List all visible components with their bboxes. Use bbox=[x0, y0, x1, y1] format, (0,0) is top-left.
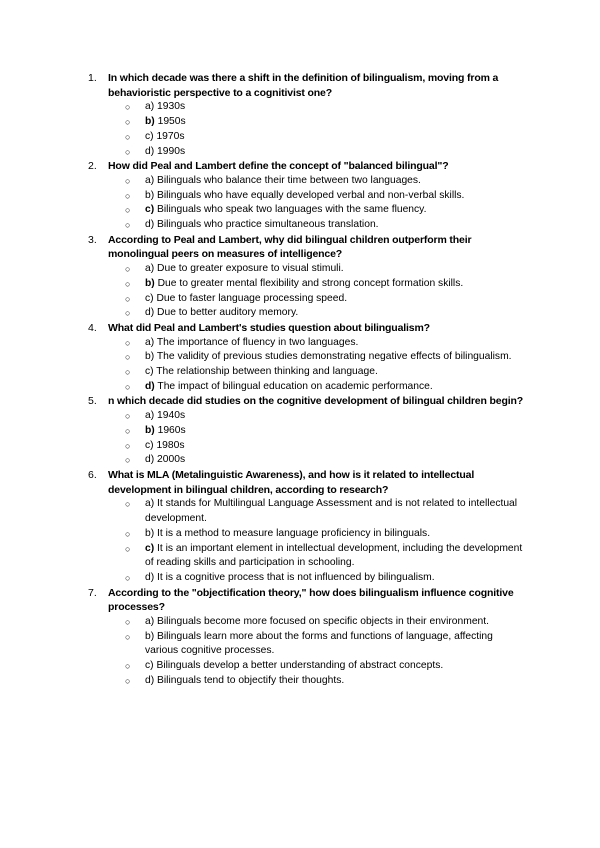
option-letter: b) bbox=[145, 277, 155, 289]
circle-bullet-icon: ○ bbox=[125, 308, 131, 319]
option-text: It is a cognitive process that is not influenced by bilingualism. bbox=[157, 571, 435, 583]
option-text: 1980s bbox=[156, 439, 185, 451]
answer-option bbox=[125, 674, 528, 689]
option-text: The impact of bilingual education on academic performance. bbox=[157, 380, 433, 392]
option-text: Bilinguals who speak two languages with the same fluency. bbox=[157, 204, 427, 216]
option-text: Due to greater mental flexibility and strong concept formation skills. bbox=[157, 277, 464, 289]
option-letter: d) bbox=[145, 674, 155, 686]
answer-option bbox=[125, 542, 528, 571]
answer-option bbox=[125, 409, 528, 424]
option-letter: c) bbox=[145, 130, 154, 142]
circle-bullet-icon: ○ bbox=[125, 337, 131, 348]
answer-option bbox=[125, 615, 528, 630]
option-letter: d) bbox=[145, 307, 155, 319]
option-text: Bilinguals learn more about the forms and functions of language, affecting various cognitive processes. bbox=[145, 630, 493, 657]
option-letter: c) bbox=[145, 204, 155, 216]
option-letter: b) bbox=[145, 189, 155, 201]
option-text: 1930s bbox=[157, 101, 186, 113]
circle-bullet-icon: ○ bbox=[125, 190, 131, 201]
option-text: 1990s bbox=[157, 145, 186, 157]
answer-option bbox=[125, 527, 528, 542]
answer-option bbox=[125, 659, 528, 674]
circle-bullet-icon: ○ bbox=[125, 175, 131, 186]
option-letter: d) bbox=[145, 145, 155, 157]
option-text: The relationship between thinking and language. bbox=[156, 366, 378, 378]
option-text: 1970s bbox=[156, 130, 185, 142]
question-text: n which decade did studies on the cognitive development of bilingual children begin? bbox=[108, 395, 524, 408]
question-number: 3. bbox=[88, 233, 97, 246]
question-number: 5. bbox=[88, 395, 97, 408]
option-list bbox=[88, 174, 528, 233]
option-list bbox=[88, 615, 528, 689]
question-text: According to the "objectification theory," how does bilingualism influence cognitive processes? bbox=[108, 586, 514, 614]
answer-option bbox=[125, 571, 528, 586]
option-letter: a) bbox=[145, 174, 155, 186]
answer-option bbox=[125, 336, 528, 351]
circle-bullet-icon: ○ bbox=[125, 543, 131, 554]
option-letter: a) bbox=[145, 336, 155, 348]
answer-option bbox=[125, 306, 528, 321]
answer-option bbox=[125, 100, 528, 115]
answer-option bbox=[125, 630, 528, 659]
answer-option bbox=[125, 424, 528, 439]
option-text: Due to better auditory memory. bbox=[157, 307, 299, 319]
option-text: The importance of fluency in two languages. bbox=[156, 336, 359, 348]
question-item bbox=[88, 71, 528, 159]
option-text: Bilinguals who balance their time between two languages. bbox=[157, 174, 421, 186]
answer-option bbox=[125, 174, 528, 189]
option-list bbox=[88, 100, 528, 159]
option-letter: b) bbox=[145, 527, 155, 539]
circle-bullet-icon: ○ bbox=[125, 381, 131, 392]
answer-option bbox=[125, 262, 528, 277]
circle-bullet-icon: ○ bbox=[125, 528, 131, 539]
option-letter: b) bbox=[145, 351, 155, 363]
answer-option bbox=[125, 277, 528, 292]
option-letter: c) bbox=[145, 439, 154, 451]
option-text: Bilinguals who practice simultaneous translation. bbox=[157, 219, 379, 231]
answer-option bbox=[125, 218, 528, 233]
option-text: Bilinguals develop a better understanding of abstract concepts. bbox=[156, 660, 444, 672]
answer-option bbox=[125, 365, 528, 380]
circle-bullet-icon: ○ bbox=[125, 617, 131, 628]
question-item bbox=[88, 394, 528, 468]
option-letter: c) bbox=[145, 292, 154, 304]
option-letter: d) bbox=[145, 454, 155, 466]
option-letter: a) bbox=[145, 616, 155, 628]
option-letter: d) bbox=[145, 380, 155, 392]
question-item bbox=[88, 586, 528, 689]
answer-option bbox=[125, 380, 528, 395]
question-item bbox=[88, 468, 528, 586]
option-letter: c) bbox=[145, 366, 154, 378]
circle-bullet-icon: ○ bbox=[125, 293, 131, 304]
option-text: 1960s bbox=[157, 424, 186, 436]
answer-option bbox=[125, 130, 528, 145]
circle-bullet-icon: ○ bbox=[125, 264, 131, 275]
question-number: 1. bbox=[88, 72, 97, 84]
option-letter: c) bbox=[145, 542, 155, 554]
answer-option bbox=[125, 203, 528, 218]
option-letter: c) bbox=[145, 660, 154, 672]
option-list bbox=[88, 336, 528, 395]
option-letter: d) bbox=[145, 219, 155, 231]
circle-bullet-icon: ○ bbox=[125, 146, 131, 157]
answer-option bbox=[125, 497, 528, 526]
option-text: It is a method to measure language proficiency in bilinguals. bbox=[157, 527, 431, 539]
option-text: 1940s bbox=[157, 410, 186, 422]
circle-bullet-icon: ○ bbox=[125, 440, 131, 451]
answer-option bbox=[125, 189, 528, 204]
answer-option bbox=[125, 145, 528, 160]
option-text: 1950s bbox=[157, 116, 186, 128]
option-list bbox=[88, 409, 528, 468]
question-number: 4. bbox=[88, 321, 97, 334]
question-number: 2. bbox=[88, 160, 97, 173]
answer-option bbox=[125, 439, 528, 454]
circle-bullet-icon: ○ bbox=[125, 675, 131, 686]
option-text: It is an important element in intellectual development, including the development of reading skills and participation in schooling. bbox=[145, 542, 523, 569]
circle-bullet-icon: ○ bbox=[125, 278, 131, 289]
circle-bullet-icon: ○ bbox=[125, 117, 131, 128]
circle-bullet-icon: ○ bbox=[125, 102, 131, 113]
question-text: What is MLA (Metalinguistic Awareness), and how is it related to intellectual development in bilingual children, according to research? bbox=[108, 468, 475, 496]
answer-option bbox=[125, 453, 528, 468]
option-letter: a) bbox=[145, 410, 155, 422]
option-list bbox=[88, 497, 528, 585]
circle-bullet-icon: ○ bbox=[125, 131, 131, 142]
circle-bullet-icon: ○ bbox=[125, 352, 131, 363]
answer-option bbox=[125, 115, 528, 130]
option-letter: b) bbox=[145, 630, 155, 642]
option-text: Bilinguals who have equally developed verbal and non-verbal skills. bbox=[157, 189, 465, 201]
question-text: According to Peal and Lambert, why did bilingual children outperform their monolingual peers on measures of intelligence? bbox=[108, 233, 472, 261]
answer-option bbox=[125, 350, 528, 365]
option-text: Bilinguals tend to objectify their thoughts. bbox=[157, 674, 345, 686]
option-text: Due to faster language processing speed. bbox=[156, 292, 348, 304]
question-text: In which decade was there a shift in the definition of bilingualism, moving from a behavioristic perspective to a cognitivist one? bbox=[108, 72, 499, 99]
question-item bbox=[88, 321, 528, 395]
option-letter: d) bbox=[145, 571, 155, 583]
question-text: What did Peal and Lambert's studies question about bilingualism? bbox=[108, 321, 430, 334]
option-text: Bilinguals become more focused on specific objects in their environment. bbox=[157, 616, 489, 628]
circle-bullet-icon: ○ bbox=[125, 455, 131, 466]
question-number: 7. bbox=[88, 586, 97, 599]
circle-bullet-icon: ○ bbox=[125, 572, 131, 583]
question-text: How did Peal and Lambert define the concept of "balanced bilingual"? bbox=[108, 160, 449, 173]
question-item bbox=[88, 159, 528, 233]
circle-bullet-icon: ○ bbox=[125, 205, 131, 216]
option-letter: b) bbox=[145, 116, 155, 128]
option-text: It stands for Multilingual Language Assessment and is not related to intellectual development. bbox=[145, 498, 518, 525]
option-letter: b) bbox=[145, 424, 155, 436]
question-number: 6. bbox=[88, 468, 97, 481]
option-text: 2000s bbox=[157, 454, 186, 466]
circle-bullet-icon: ○ bbox=[125, 631, 131, 642]
answer-option bbox=[125, 292, 528, 307]
circle-bullet-icon: ○ bbox=[125, 220, 131, 231]
circle-bullet-icon: ○ bbox=[125, 499, 131, 510]
option-text: Due to greater exposure to visual stimuli. bbox=[157, 263, 344, 275]
circle-bullet-icon: ○ bbox=[125, 367, 131, 378]
circle-bullet-icon: ○ bbox=[125, 411, 131, 422]
option-text: The validity of previous studies demonstrating negative effects of bilingualism. bbox=[156, 351, 512, 363]
option-letter: a) bbox=[145, 101, 155, 113]
question-item bbox=[88, 233, 528, 321]
question-list bbox=[88, 71, 528, 689]
circle-bullet-icon: ○ bbox=[125, 661, 131, 672]
option-list bbox=[88, 262, 528, 321]
option-letter: a) bbox=[145, 263, 155, 275]
circle-bullet-icon: ○ bbox=[125, 425, 131, 436]
option-letter: a) bbox=[145, 498, 155, 510]
